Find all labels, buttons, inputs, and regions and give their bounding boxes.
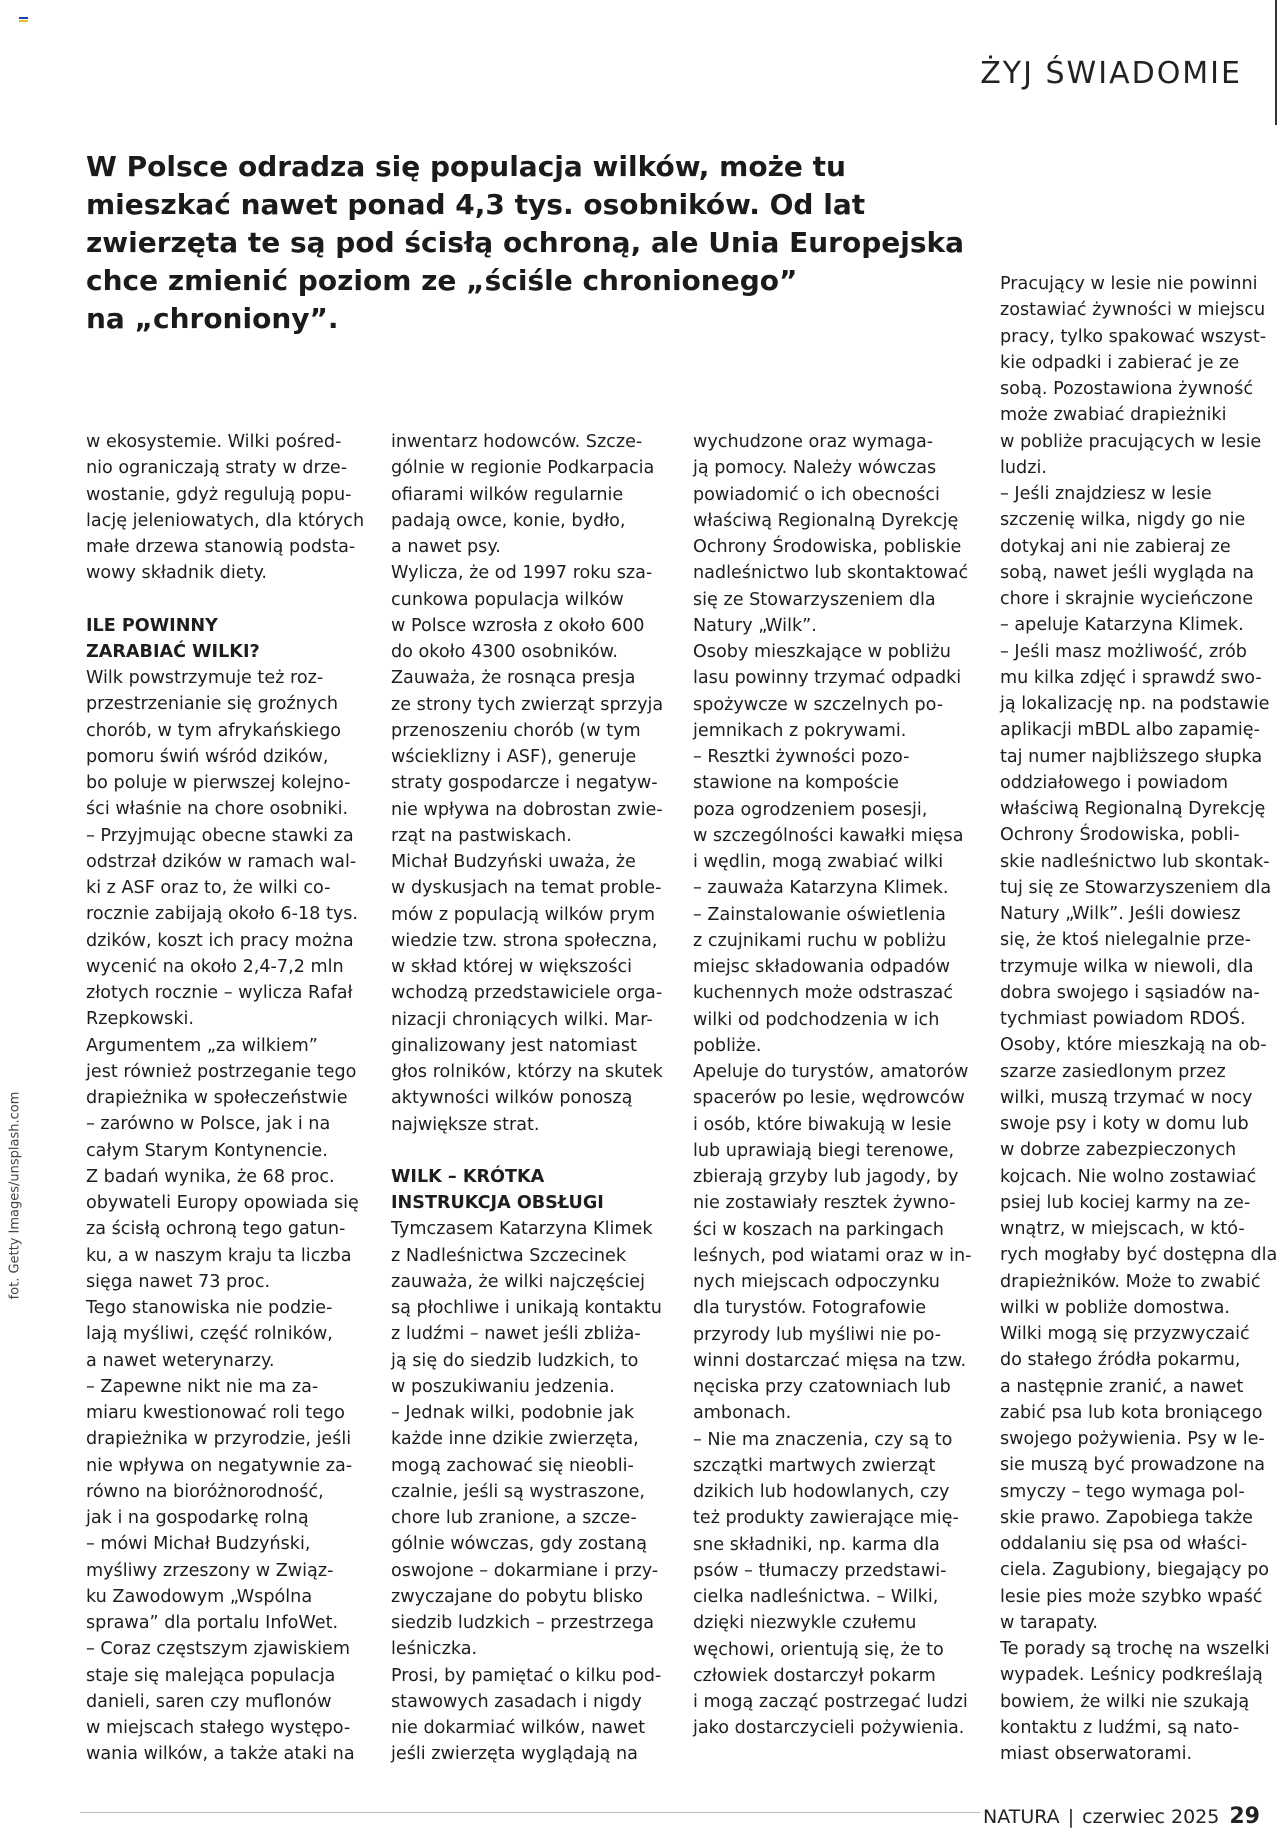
footer-issue: czerwiec 2025 <box>1082 1806 1220 1828</box>
text-line: Prosi, by pamiętać o kilku pod- <box>391 1665 662 1686</box>
text-line: człowiek dostarczył pokarm <box>693 1665 936 1686</box>
text-line: smyczy – tego wymaga pol- <box>1000 1481 1245 1502</box>
text-line: padają owce, konie, bydło, <box>391 510 626 531</box>
text-line: lają myśliwi, część rolników, <box>86 1324 333 1345</box>
text-line: do stałego źródła pokarmu, <box>1000 1350 1241 1371</box>
text-line: rząt na pastwiskach. <box>391 825 572 846</box>
text-line: jak i na gospodarkę rolną <box>86 1508 309 1528</box>
text-line: sie muszą być prowadzone na <box>1000 1455 1265 1476</box>
footer-divider <box>80 1812 980 1813</box>
text-line: nie zostawiały resztek żywno- <box>693 1193 956 1214</box>
text-line: w skład której w większości <box>391 957 633 977</box>
text-line: zabić psa lub kota broniącego <box>1000 1402 1263 1423</box>
text-line: tychmiast powiadom RDOŚ. <box>1000 1009 1246 1029</box>
text-line: miaru kwestionować roli tego <box>86 1403 345 1423</box>
text-line: ludzi. <box>1000 457 1047 478</box>
text-line: złotych rocznie – wylicza Rafał <box>86 983 353 1003</box>
text-line: głos rolników, którzy na skutek <box>391 1062 663 1082</box>
text-line: winni dostarczać mięsa na tzw. <box>693 1350 967 1371</box>
text-line: dzikich lub hodowlanych, czy <box>693 1482 950 1502</box>
text-line: – Jednak wilki, podobnie jak <box>391 1403 635 1423</box>
text-line: nie dokarmiać wilków, nawet <box>391 1718 646 1738</box>
text-line: – Resztki żywności pozo- <box>693 747 910 767</box>
text-line: kontaktu z ludźmi, są nato- <box>1000 1717 1240 1738</box>
text-line: – Przyjmując obecne stawki za <box>86 825 354 846</box>
text-line: aktywności wilków ponoszą <box>391 1088 633 1109</box>
footer-magazine: NATURA <box>983 1806 1060 1828</box>
text-line: powiadomić o ich obecności <box>693 484 940 505</box>
text-line: miast obserwatorami. <box>1000 1744 1193 1764</box>
text-line: szczenię wilka, nigdy go nie <box>1000 510 1246 531</box>
text-line: sprawa” dla portalu InfoWet. <box>86 1613 339 1633</box>
text-line: bowiem, że wilki nie szukają <box>1000 1691 1250 1712</box>
text-line: aplikacji mBDL albo zapamię- <box>1000 720 1260 741</box>
text-line: w dyskusjach na temat proble- <box>391 878 662 899</box>
text-line: ją się do siedzib ludzkich, to <box>391 1350 639 1371</box>
text-line: chore lub zranione, a szcze- <box>391 1508 637 1528</box>
text-line: za ścisłą ochroną tego gatun- <box>86 1219 346 1240</box>
text-line: jemnikach z pokrywami. <box>693 720 907 741</box>
text-line: dotykaj ani nie zabieraj ze <box>1000 536 1231 557</box>
text-line: – zauważa Katarzyna Klimek. <box>693 878 949 899</box>
text-line: myśliwy zrzeszony w Związ- <box>86 1560 334 1581</box>
article-column-4 <box>1000 271 1280 1767</box>
text-line: Wilki mogą się przyzwyczaić <box>1000 1324 1250 1344</box>
text-line: mu kilka zdjęć i sprawdź swo- <box>1000 667 1262 688</box>
text-line: danieli, saren czy muflonów <box>86 1691 332 1712</box>
text-line: może zwabiać drapieżniki <box>1000 405 1227 426</box>
text-line: psiej lub kociej karmy na ze- <box>1000 1192 1251 1213</box>
text-line: sne składniki, np. karma dla <box>693 1534 940 1555</box>
text-line: – zarówno w Polsce, jak i na <box>86 1114 331 1135</box>
section-heading: INSTRUKCJA OBSŁUGI <box>391 1193 604 1213</box>
text-line: czalnie, jeśli są wystraszone, <box>391 1481 646 1502</box>
text-line: wiedzie tzw. strona społeczna, <box>391 930 658 951</box>
text-line: ginalizowany jest natomiast <box>391 1035 637 1056</box>
text-line: dzięki niezwykle czułemu <box>693 1613 917 1634</box>
text-line: rych mogłaby być dostępna dla <box>1000 1245 1278 1266</box>
text-line: swojego pożywienia. Psy w le- <box>1000 1429 1265 1449</box>
text-line: wilki w pobliże domostwa. <box>1000 1297 1231 1318</box>
text-line: ku Zawodowym „Wspólna <box>86 1586 313 1607</box>
lead-paragraph <box>86 148 965 338</box>
text-line: nie wpływa na dobrostan zwie- <box>391 799 663 820</box>
text-line: – Coraz częstszym zjawiskiem <box>86 1639 351 1660</box>
text-line: pobliże. <box>693 1035 762 1056</box>
text-line: oddziałowego i powiadom <box>1000 772 1229 793</box>
text-line: nęciska przy czatowniach lub <box>693 1377 951 1397</box>
text-line: trzymuje wilka w niewoli, dla <box>1000 956 1254 977</box>
text-line: ki z ASF oraz to, że wilki co- <box>86 878 331 898</box>
text-line: jest również postrzeganie tego <box>86 1061 357 1082</box>
text-line: w Polsce wzrosła z około 600 <box>391 615 645 636</box>
text-line: lację jeleniowatych, dla których <box>86 510 365 531</box>
text-line: kuchennych może odstraszać <box>693 983 953 1004</box>
text-line: w ekosystemie. Wilki pośred- <box>86 432 342 452</box>
text-line: w tarapaty. <box>1000 1612 1099 1633</box>
text-line: pomoru świń wśród dzików, <box>86 746 329 767</box>
text-line: dla turystów. Fotografowie <box>693 1298 927 1319</box>
article-column-1 <box>86 429 371 1768</box>
text-line: tuj się ze Stowarzyszeniem dla <box>1000 877 1272 898</box>
paragraph-gap <box>86 587 371 613</box>
text-line: Z badań wynika, że 68 proc. <box>86 1166 335 1187</box>
text-line: ku, a w naszym kraju ta liczba <box>86 1245 352 1266</box>
text-line: poza ogrodzeniem posesji, <box>693 799 928 820</box>
text-line: wilki, muszą trzymać w nocy <box>1000 1087 1253 1108</box>
text-line: lub uprawiają biegi terenowe, <box>693 1140 955 1161</box>
text-line: wilki od podchodzenia w ich <box>693 1009 940 1030</box>
text-line: przestrzenianie się groźnych <box>86 694 338 715</box>
text-line: Tymczasem Katarzyna Klimek <box>391 1219 653 1240</box>
text-line: zostawiać żywności w miejscu <box>1000 300 1266 321</box>
text-line: się, że ktoś nielegalnie prze- <box>1000 930 1252 951</box>
text-line: chore i skrajnie wycieńczone <box>1000 589 1254 609</box>
text-line: największe strat. <box>391 1114 540 1135</box>
text-line: ciela. Zagubiony, biegający po <box>1000 1560 1270 1581</box>
text-line: sięga nawet 73 proc. <box>86 1271 271 1292</box>
text-line: ze strony tych zwierząt sprzyja <box>391 694 664 715</box>
text-line: a nawet psy. <box>391 537 501 557</box>
text-line: lasu powinny trzymać odpadki <box>693 668 962 689</box>
text-line: w pobliże pracujących w lesie <box>1000 431 1262 452</box>
lead-line: chce zmienić poziom ze „ściśle chronionego” <box>86 264 798 297</box>
language-flag-icon <box>19 17 28 24</box>
text-line: psów – tłumaczy przedstawi- <box>693 1560 947 1581</box>
text-line: inwentarz hodowców. Szcze- <box>391 432 643 452</box>
lead-line: mieszkać nawet ponad 4,3 tys. osobników. Od lat <box>86 188 866 221</box>
text-line: drapieżnika w społeczeństwie <box>86 1088 348 1108</box>
text-line: w szczególności kawałki mięsa <box>693 825 964 846</box>
text-line: – Jeśli znajdziesz w lesie <box>1000 484 1212 504</box>
text-line: wowy składnik diety. <box>86 563 267 584</box>
text-line: wścieklizny i ASF), generuje <box>391 747 637 767</box>
text-line: ści właśnie na chore osobniki. <box>86 799 349 820</box>
text-line: – Zapewne nikt nie ma za- <box>86 1376 319 1397</box>
text-line: leśniczka. <box>391 1639 478 1660</box>
text-line: węchowi, orientują się, że to <box>693 1639 944 1660</box>
text-line: swoje psy i koty w domu lub <box>1000 1114 1249 1134</box>
text-line: z czujnikami ruchu w pobliżu <box>693 930 947 951</box>
text-line: – Zainstalowanie oświetlenia <box>693 904 946 925</box>
text-line: nych miejscach odpoczynku <box>693 1272 940 1292</box>
text-line: stawione na kompoście <box>693 773 899 794</box>
page-footer <box>983 1804 1260 1829</box>
lead-line: W Polsce odradza się populacja wilków, może tu <box>86 150 846 183</box>
text-line: do około 4300 osobników. <box>391 642 618 662</box>
text-line: Osoby, które mieszkają na ob- <box>1000 1035 1267 1056</box>
text-line: kojcach. Nie wolno zostawiać <box>1000 1166 1257 1187</box>
text-line: wania wilków, a także ataki na <box>86 1744 355 1765</box>
text-line: bo poluje w pierwszej kolejno- <box>86 773 351 793</box>
section-heading: ZARABIAĆ WILKI? <box>86 641 260 662</box>
text-line: – mówi Michał Budzyński, <box>86 1534 311 1555</box>
text-line: szarze zasiedlonym przez <box>1000 1061 1226 1082</box>
text-line: a nawet weterynarzy. <box>86 1350 275 1371</box>
text-line: staje się malejąca populacja <box>86 1665 336 1686</box>
text-line: wychudzone oraz wymaga- <box>693 432 934 452</box>
text-line: – apeluje Katarzyna Klimek. <box>1000 615 1244 636</box>
text-line: miejsc składowania odpadów <box>693 957 951 977</box>
text-line: przyrody lub myśliwi nie po- <box>693 1324 942 1345</box>
text-line: nadleśnictwo lub skontaktować <box>693 563 969 584</box>
text-line: taj numer najbliższego słupka <box>1000 746 1263 767</box>
text-line: i osób, które biwakują w lesie <box>693 1114 952 1135</box>
text-line: nie wpływa on negatywnie za- <box>86 1455 353 1476</box>
paragraph-gap <box>391 1138 676 1164</box>
text-line: skie prawo. Zapobiega także <box>1000 1507 1253 1528</box>
text-line: mów z populacją wilków prym <box>391 904 655 925</box>
text-line: ofiarami wilków regularnie <box>391 484 624 505</box>
text-line: jeśli zwierzęta wyglądają na <box>391 1744 638 1765</box>
text-line: oswojone – dokarmiane i przy- <box>391 1560 659 1581</box>
text-line: zauważa, że wilki najczęściej <box>391 1271 646 1292</box>
text-line: skie nadleśnictwo lub skontak- <box>1000 851 1270 872</box>
text-line: nio ograniczają straty w drze- <box>86 458 348 479</box>
text-line: się ze Stowarzyszeniem dla <box>693 589 936 610</box>
text-line: Rzepkowski. <box>86 1009 195 1030</box>
photo-credit: fot. Getty Images/unsplash.com <box>7 1091 23 1300</box>
text-line: Te porady są trochę na wszelki <box>1000 1639 1270 1659</box>
text-line: spożywcze w szczelnych po- <box>693 694 944 715</box>
text-line: nizacji chroniących wilki. Mar- <box>391 1009 653 1030</box>
text-line: lesie pies może szybko wpaść <box>1000 1586 1263 1607</box>
text-line: odstrzał dzików w ramach wal- <box>86 851 357 872</box>
text-line: cielka nadleśnictwa. – Wilki, <box>693 1587 939 1607</box>
text-line: wchodzą przedstawiciele orga- <box>391 983 663 1004</box>
text-line: wypadek. Leśnicy podkreślają <box>1000 1665 1263 1686</box>
text-line: dobra swojego i sąsiadów na- <box>1000 982 1260 1003</box>
text-line: wnątrz, w miejscach, w któ- <box>1000 1219 1245 1239</box>
text-line: Wylicza, że od 1997 roku sza- <box>391 563 653 584</box>
text-line: a następnie zranić, a nawet <box>1000 1376 1244 1397</box>
text-line: spacerów po lesie, wędrowców <box>693 1088 965 1109</box>
text-line: Osoby mieszkające w pobliżu <box>693 642 951 662</box>
section-title: ŻYJ ŚWIADOMIE <box>980 56 1242 91</box>
text-line: małe drzewa stanowią podsta- <box>86 537 356 557</box>
text-line: Ochrony Środowiska, pobliskie <box>693 537 962 557</box>
text-line: leśnych, pod wiatami oraz w in- <box>693 1245 972 1266</box>
text-line: oddalaniu się psa od właści- <box>1000 1534 1248 1554</box>
text-line: straty gospodarcze i negatyw- <box>391 773 658 794</box>
text-line: Pracujący w lesie nie powinni <box>1000 274 1258 294</box>
text-line: chorób, w tym afrykańskiego <box>86 720 342 741</box>
text-line: sobą. Pozostawiona żywność <box>1000 379 1254 399</box>
text-line: mogą zachować się nieobli- <box>391 1455 634 1476</box>
text-line: ści w koszach na parkingach <box>693 1219 944 1240</box>
text-line: właściwą Regionalną Dyrekcję <box>693 510 959 531</box>
text-line: przenoszeniu chorób (w tym <box>391 720 641 741</box>
text-line: dzików, koszt ich pracy można <box>86 930 354 951</box>
text-line: Michał Budzyński uważa, że <box>391 852 636 872</box>
text-line: też produkty zawierające mię- <box>693 1508 959 1529</box>
text-line: drapieżnika w przyrodzie, jeśli <box>86 1429 352 1450</box>
lead-line: na „chroniony”. <box>86 302 339 335</box>
article-column-3 <box>693 429 978 1742</box>
text-line: Apeluje do turystów, amatorów <box>693 1062 969 1082</box>
text-line: są płochliwe i unikają kontaktu <box>391 1298 662 1318</box>
text-line: gólnie wówczas, gdy zostaną <box>391 1534 647 1555</box>
text-line: całym Starym Kontynencie. <box>86 1140 328 1161</box>
text-line: z ludźmi – nawet jeśli zbliża- <box>391 1324 641 1345</box>
text-line: zwyczajane do pobytu blisko <box>391 1586 644 1607</box>
text-line: z Nadleśnictwa Szczecinek <box>391 1245 627 1266</box>
text-line: sobą, nawet jeśli wygląda na <box>1000 562 1255 583</box>
section-heading: ILE POWINNY <box>86 615 218 636</box>
text-line: stawowych zasadach i nigdy <box>391 1691 642 1712</box>
text-line: Wilk powstrzymuje też roz- <box>86 668 324 688</box>
text-line: ją pomocy. Należy wówczas <box>693 458 937 479</box>
text-line: zbierają grzyby lub jagody, by <box>693 1167 959 1187</box>
text-line: obywateli Europy opowiada się <box>86 1193 359 1213</box>
text-line: i wędlin, mogą zwabiać wilki <box>693 852 944 872</box>
text-line: rocznie zabijają około 6-18 tys. <box>86 904 359 925</box>
text-line: równo na bioróżnorodność, <box>86 1481 324 1502</box>
text-line: właściwą Regionalną Dyrekcję <box>1000 799 1266 819</box>
text-line: – Nie ma znaczenia, czy są to <box>693 1429 953 1450</box>
header-divider <box>1275 0 1277 125</box>
text-line: jako dostarczycieli pożywienia. <box>693 1718 965 1739</box>
text-line: drapieżników. Może to zwabić <box>1000 1271 1261 1292</box>
text-line: Natury „Wilk”. Jeśli dowiesz <box>1000 904 1241 924</box>
text-line: Tego stanowiska nie podzie- <box>86 1298 333 1318</box>
text-line: i mogą zacząć postrzegać ludzi <box>693 1692 968 1712</box>
text-line: Zauważa, że rosnąca presja <box>391 668 636 689</box>
text-line: każde inne dzikie zwierzęta, <box>391 1429 639 1450</box>
text-line: w poszukiwaniu jedzenia. <box>391 1376 615 1397</box>
text-line: wycenić na około 2,4-7,2 mln <box>86 956 344 977</box>
text-line: w dobrze zabezpieczonych <box>1000 1140 1237 1161</box>
footer-separator: | <box>1067 1806 1075 1828</box>
text-line: wostanie, gdyż regulują popu- <box>86 484 352 505</box>
text-line: ją lokalizację np. na podstawie <box>1000 694 1270 714</box>
section-heading: WILK – KRÓTKA <box>391 1166 545 1187</box>
text-line: ambonach. <box>693 1403 792 1424</box>
text-line: Natury „Wilk”. <box>693 615 817 636</box>
page-number: 29 <box>1229 1804 1260 1829</box>
text-line: siedzib ludzkich – przestrzega <box>391 1613 655 1633</box>
text-line: pracy, tylko spakować wszyst- <box>1000 326 1267 347</box>
text-line: gólnie w regionie Podkarpacia <box>391 458 655 479</box>
text-line: Argumentem „za wilkiem” <box>86 1035 318 1056</box>
text-line: – Jeśli masz możliwość, zrób <box>1000 641 1247 662</box>
text-line: cunkowa populacja wilków <box>391 589 624 610</box>
text-line: Ochrony Środowiska, pobli- <box>1000 825 1240 846</box>
text-line: kie odpadki i zabierać je ze <box>1000 352 1240 373</box>
text-line: szczątki martwych zwierząt <box>693 1455 936 1476</box>
text-line: w miejscach stałego występo- <box>86 1718 351 1738</box>
lead-line: zwierzęta te są pod ścisłą ochroną, ale Unia Europejska <box>86 226 965 259</box>
article-column-2 <box>391 429 676 1768</box>
